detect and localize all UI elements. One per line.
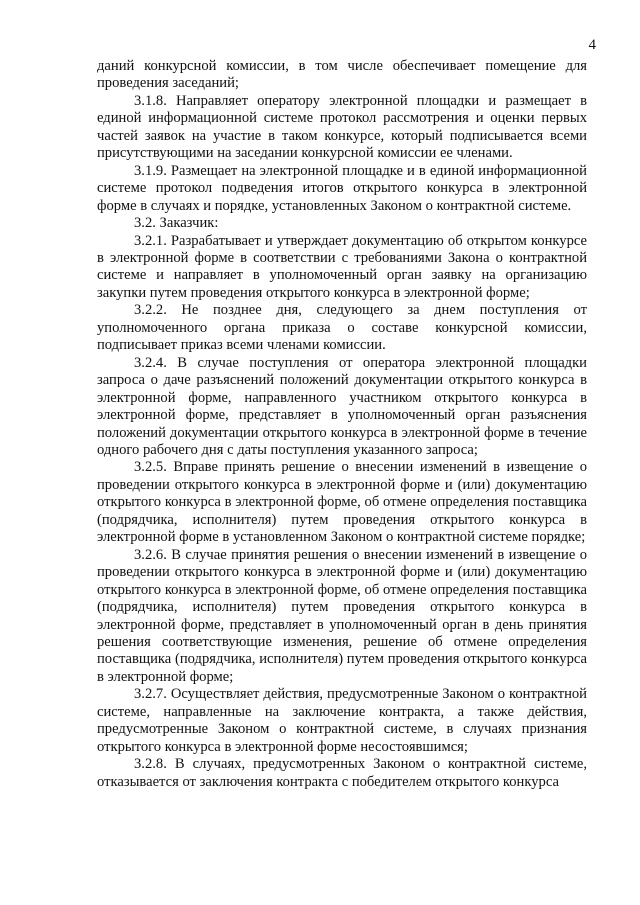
paragraph-continuation: даний конкурсной комиссии, в том числе обеспечивает помещение для проведения заседаний; — [97, 58, 587, 92]
paragraph-3-2-2: 3.2.2. Не позднее дня, следующего за днем поступления от уполномоченного органа приказа о составе конкурсной комиссии, подписывает приказ всеми членами комиссии. — [97, 302, 587, 354]
paragraph-3-2-4: 3.2.4. В случае поступления от оператора электронной площадки запроса о даче разъяснений положений документации открытого конкурса в электронной форме, направленного участником открытого конкурса в электронной форме, представляет в уполномоченный орган разъяснения положений документации открытого конкурса в электронной форме в течение одного рабочего дня с даты поступления указанного запроса; — [97, 354, 587, 458]
paragraph-3-2-7: 3.2.7. Осуществляет действия, предусмотренные Законом о контрактной системе, направленные на заключение контракта, а также действия, предусмотренные Законом о контрактной системе, в случаях признания открытого конкурса в электронной форме несостоявшимся; — [97, 686, 587, 755]
page-number: 4 — [588, 37, 596, 53]
paragraph-3-2-1: 3.2.1. Разрабатывает и утверждает документацию об открытом конкурсе в электронной форме в соответствии с требованиями Закона о контрактной системе и направляет в уполномоченный орган заявку на организацию закупки путем проведения открытого конкурса в электронной форме; — [97, 232, 587, 301]
paragraph-3-2-6: 3.2.6. В случае принятия решения о внесении изменений в извещение о проведении открытого конкурса в электронной форме и (или) документацию открытого конкурса в электронной форме, об отмене определения поставщика (подрядчика, исполнителя) путем проведения открытого конкурса в электронной форме, представляет в уполномоченный орган в день принятия решения соответствующие изменения, решение об отмене определения поставщика (подрядчика, исполнителя) путем проведения открытого конкурса в электронной форме; — [97, 546, 587, 685]
paragraph-3-1-9: 3.1.9. Размещает на электронной площадке и в единой информационной системе протокол подведения итогов открытого конкурса в электронной форме в случаях и порядке, установленных Законом о контрактной системе. — [97, 162, 587, 214]
section-heading-3-2: 3.2. Заказчик: — [134, 215, 219, 232]
paragraph-3-2-8: 3.2.8. В случаях, предусмотренных Законом о контрактной системе, отказывается от заключения контракта с победителем открытого конкурса — [97, 756, 587, 790]
document-body — [97, 58, 587, 791]
paragraph-3-1-8: 3.1.8. Направляет оператору электронной площадки и размещает в единой информационной системе протокол рассмотрения и оценки первых частей заявок на участие в таком конкурсе, который подписывается всеми присутствующими на заседании конкурсной комиссии ее членами. — [97, 92, 587, 162]
paragraph-3-2-5: 3.2.5. Вправе принять решение о внесении изменений в извещение о проведении открытого конкурса в электронной форме и (или) документацию открытого конкурса в электронной форме, об отмене определения поставщика (подрядчика, исполнителя) путем проведения открытого конкурса в электронной форме в установленном Законом о контрактной системе порядке; — [97, 459, 587, 546]
